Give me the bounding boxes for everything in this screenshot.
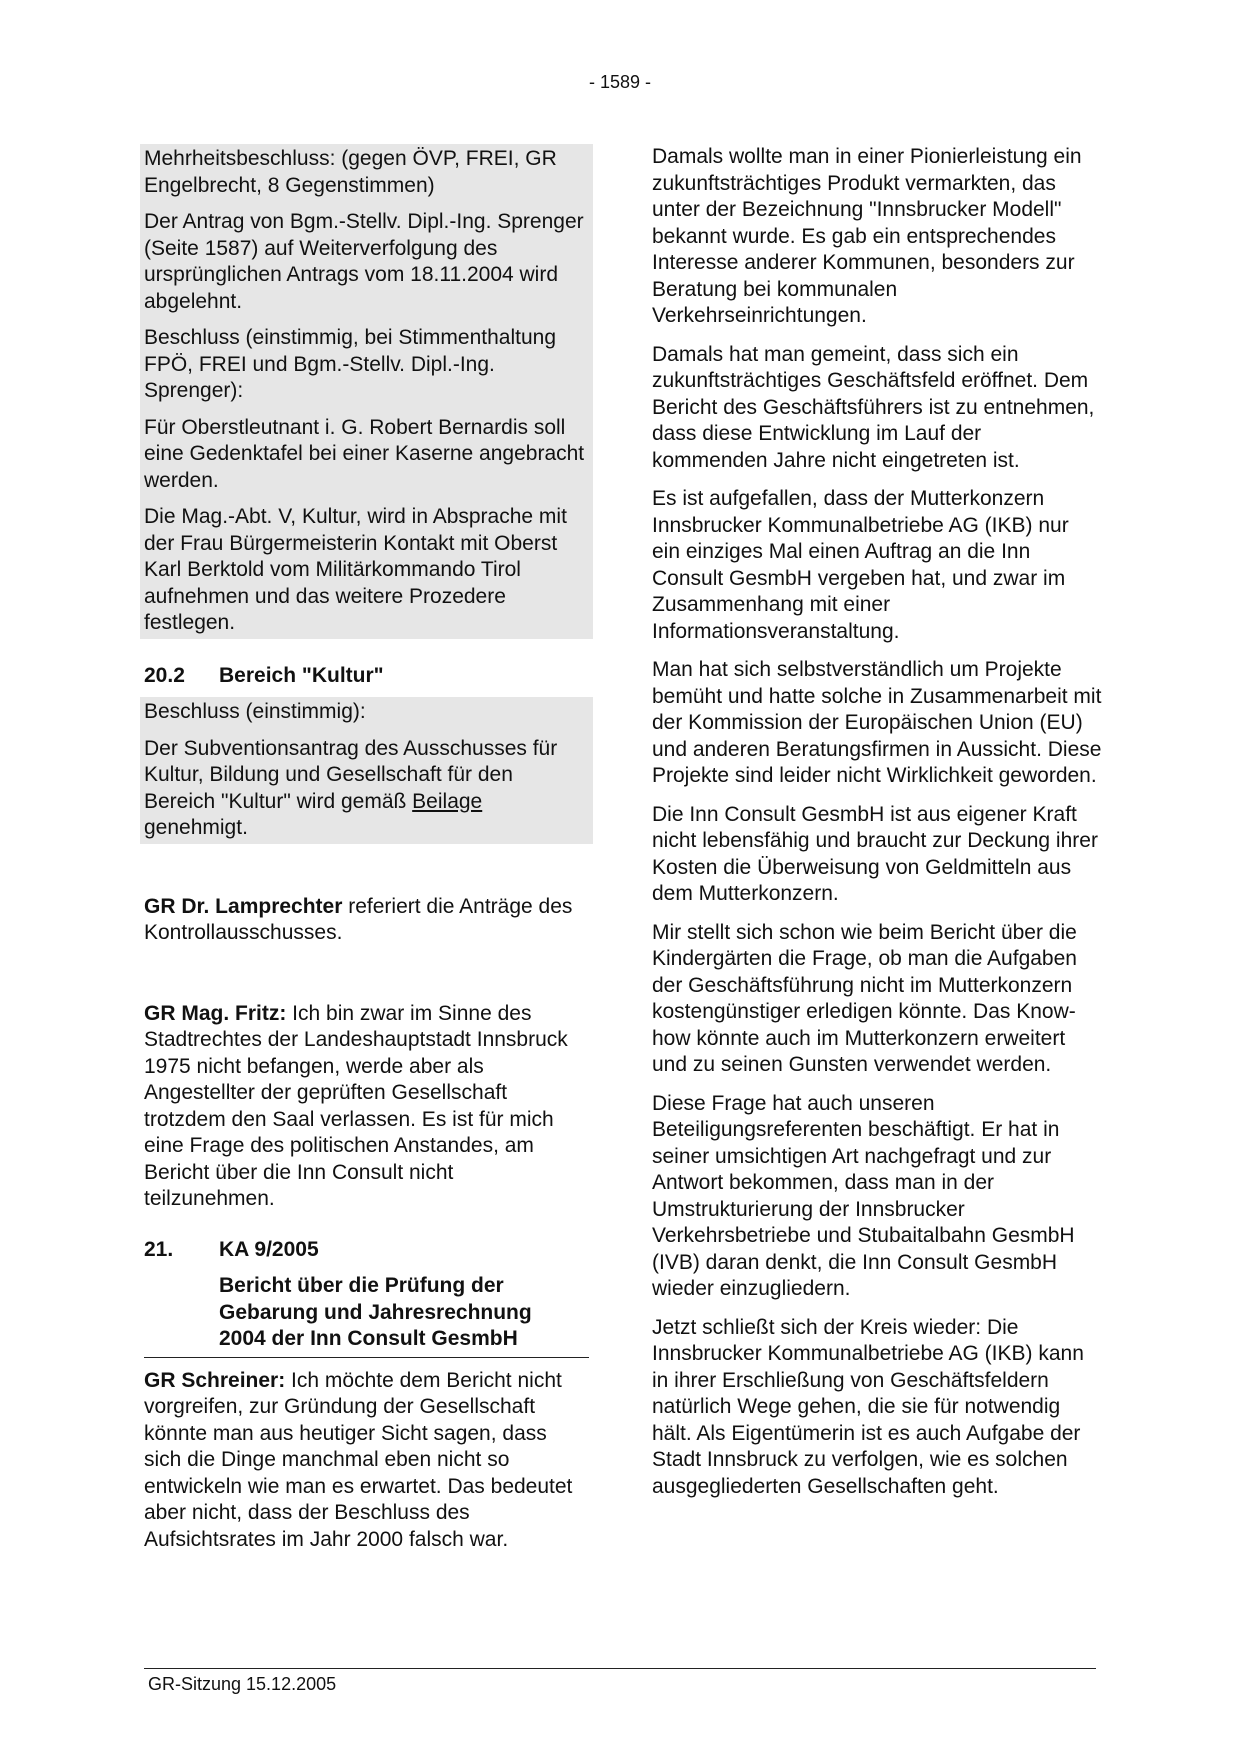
body-paragraph: Diese Frage hat auch unseren Beteiligungsreferenten beschäftigt. Er hat in seiner umsichtigen Art nachgefragt und zur Antwort bekommen, dass man in der Umstrukturierung der Innsbrucker Verkehrsbetriebe und Stubaitalbahn GesmbH (IVB) daran denkt, die Inn Consult GesmbH wieder einzugliedern. [652, 1091, 1075, 1300]
body-paragraph: Die Inn Consult GesmbH ist aus eigener Kraft nicht lebensfähig und braucht zur Deckung ihrer Kosten die Überweisung von Geldmitteln aus dem Mutterkonzern. [652, 802, 1098, 905]
resolution-text-part: genehmigt. [144, 816, 248, 839]
speaker-name: GR Dr. Lamprechter [144, 894, 343, 918]
speaker-name: GR Mag. Fritz: [144, 1001, 287, 1025]
section-title: KA 9/2005 [219, 1237, 319, 1261]
right-column [652, 144, 1102, 1512]
speaker-text: Ich möchte dem Bericht nicht vorgreifen, zur Gründung der Gesellschaft könnte man aus heutiger Sicht sagen, dass sich die Dinge manchmal eben nicht so entwickeln wie man es erwartet. Das bedeutet aber nicht, dass der Beschluss des Aufsichtsrates im Jahr 2000 falsch war. [144, 1368, 573, 1551]
resolution-text: Beschluss (einstimmig, bei Stimmenthaltung FPÖ, FREI und Bgm.-Stellv. Dipl.-Ing. Sprenger): [144, 326, 557, 402]
speaker-paragraph [144, 894, 589, 947]
body-paragraph: Jetzt schließt sich der Kreis wieder: Die Innsbrucker Kommunalbetriebe AG (IKB) kann in ihrer Erschließung von Geschäftsfeldern natürlich Wege gehen, die sie für notwendig hält. Als Eigentümerin ist es auch Aufgabe der Stadt Innsbruck zu verfolgen, wie es solchen ausgegliederten Gesellschaften geht. [652, 1315, 1084, 1498]
body-paragraph: Man hat sich selbstverständlich um Projekte bemüht und hatte solche in Zusammenarbeit mit der Kommission der Europäischen Union (EU) und anderen Beratungsfirmen in Aussicht. Diese Projekte sind leider nicht Wirklichkeit geworden. [652, 658, 1102, 787]
speaker-paragraph [144, 1001, 589, 1213]
section-title: Bereich "Kultur" [219, 663, 384, 687]
body-paragraph: Mir stellt sich schon wie beim Bericht über die Kindergärten die Frage, ob man die Aufgaben der Geschäftsführung nicht im Mutterkonzern kostengünstiger erledigen könnte. Das Know-how könnte auch im Mutterkonzern erweitert und zu seinen Gunsten verwendet werden. [652, 920, 1077, 1076]
speaker-name: GR Schreiner: [144, 1368, 286, 1392]
resolution-text: Für Oberstleutnant i. G. Robert Bernardis soll eine Gedenktafel bei einer Kaserne angebracht werden. [144, 415, 585, 492]
page-number: - 1589 - [588, 72, 652, 92]
body-paragraph: Damals wollte man in einer Pionierleistung ein zukunftsträchtiges Produkt vermarkten, das unter der Bezeichnung "Innsbrucker Modell" bekannt wurde. Es gab ein entsprechendes Interesse anderer Kommunen, besonders zur Beratung bei kommunalen Verkehrseinrichtungen. [652, 145, 1082, 327]
section-subtitle: Bericht über die Prüfung der Gebarung und Jahresrechnung 2004 der Inn Consult GesmbH [219, 1274, 532, 1350]
resolution-text: Mehrheitsbeschluss: (gegen ÖVP, FREI, GR Engelbrecht, 8 Gegenstimmen) [144, 147, 557, 197]
resolution-text: Beschluss (einstimmig): [144, 700, 366, 723]
resolution-text: Der Antrag von Bgm.-Stellv. Dipl.-Ing. Sprenger (Seite 1587) auf Weiterverfolgung des ursprünglichen Antrags vom 18.11.2004 wird abgelehnt. [144, 210, 584, 313]
section-heading-21 [144, 1237, 589, 1264]
beilage-link[interactable]: Beilage [412, 789, 483, 813]
left-column [144, 144, 589, 1553]
footer-divider [144, 1668, 1096, 1669]
resolution-text-part: Der Subventionsantrag des Ausschusses für Kultur, Bildung und Gesellschaft für den Bereich "Kultur" wird gemäß [144, 736, 558, 813]
section-number: 21. [144, 1237, 174, 1261]
body-paragraph: Es ist aufgefallen, dass der Mutterkonzern Innsbrucker Kommunalbetriebe AG (IKB) nur ein einziges Mal einen Auftrag an die Inn Consult GesmbH vergeben hat, und zwar im Zusammenhang mit einer Informationsveranstaltung. [652, 487, 1069, 643]
footer-text: GR-Sitzung 15.12.2005 [148, 1674, 337, 1694]
speaker-text: referiert die Anträge des Kontrollausschusses. [144, 894, 573, 944]
resolution-block-2 [140, 697, 593, 844]
resolution-block-1 [140, 144, 593, 639]
body-paragraph: Damals hat man gemeint, dass sich ein zukunftsträchtiges Geschäftsfeld eröffnet. Dem Bericht des Geschäftsführers ist zu entnehmen, dass diese Entwicklung im Lauf der kommenden Jahre nicht eingetreten ist. [652, 342, 1095, 472]
section-number: 20.2 [144, 663, 185, 687]
section-subtitle-block [144, 1273, 589, 1358]
speaker-paragraph [144, 1368, 589, 1554]
resolution-text [144, 736, 589, 842]
speaker-text: Ich bin zwar im Sinne des Stadtrechtes der Landeshauptstadt Innsbruck 1975 nicht befangen, werde aber als Angestellter der geprüften Gesellschaft trotzdem den Saal verlassen. Es ist für mich eine Frage des politischen Anstandes, am Bericht über die Inn Consult nicht teilzunehmen. [144, 1001, 568, 1210]
resolution-text: Die Mag.-Abt. V, Kultur, wird in Absprache mit der Frau Bürgermeisterin Kontakt mit Oberst Karl Berktold vom Militärkommando Tirol aufnehmen und das weitere Prozedere festlegen. [144, 505, 567, 634]
section-heading-20-2 [144, 663, 589, 690]
